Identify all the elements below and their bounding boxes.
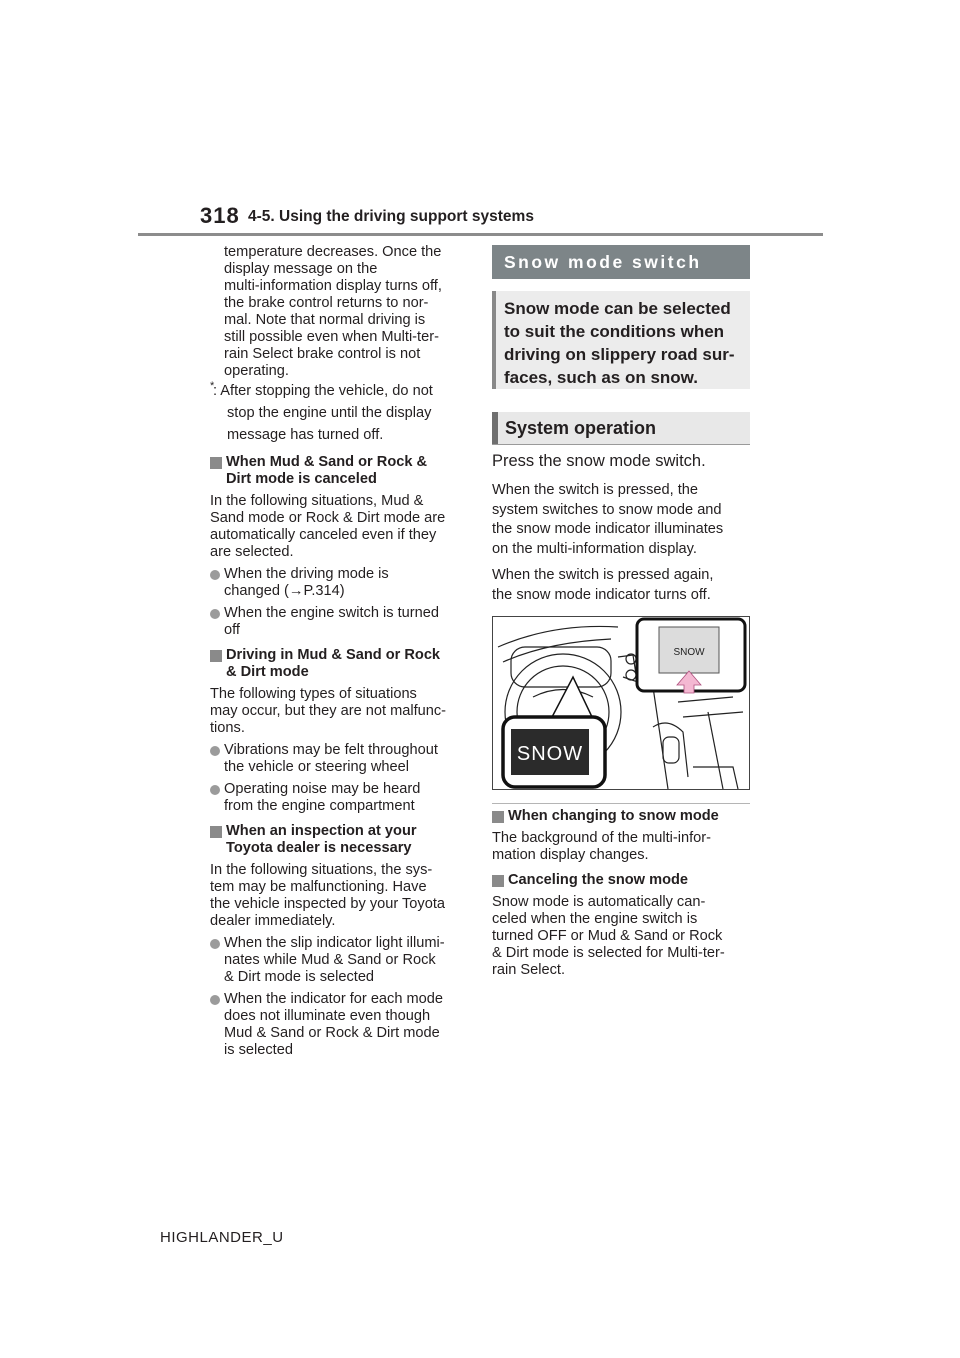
text-line: the vehicle or steering wheel	[224, 759, 409, 775]
text-line: & Dirt mode is selected for Multi-ter-	[492, 945, 725, 961]
subsection-bar-system-operation: System operation	[492, 412, 750, 444]
text-line: mal. Note that normal driving is	[224, 312, 426, 328]
text-line: Canceling the snow mode	[508, 872, 689, 888]
text-line: & Dirt mode is selected	[224, 969, 375, 985]
square-bullet-icon	[210, 457, 222, 469]
page-number: 318	[200, 203, 240, 228]
text-line: operating.	[224, 363, 289, 379]
text-line: celed when the engine switch is	[492, 911, 698, 927]
text-line: mation display changes.	[492, 847, 649, 863]
text-line: The following types of situations	[210, 686, 417, 702]
text-line: dealer immediately.	[210, 913, 336, 929]
text-line: When the engine switch is turned	[224, 605, 439, 621]
text-line: Toyota dealer is necessary	[226, 840, 412, 856]
section-heading	[210, 454, 472, 488]
section-body	[210, 493, 472, 561]
text-line: When Mud & Sand or Rock &	[226, 454, 428, 470]
text-line: Snow mode can be selected	[504, 299, 731, 318]
text-line: In the following situations, the sys-	[210, 862, 433, 878]
left-column	[210, 244, 472, 1059]
bullet-dot-icon	[210, 939, 220, 949]
section-title: 4-5. Using the driving support systems	[248, 208, 534, 225]
text-line: When the switch is pressed again,	[492, 567, 714, 583]
bullet-item	[210, 935, 472, 986]
square-bullet-icon	[492, 811, 504, 823]
text-line: stop the engine until the display	[227, 405, 432, 421]
footnote	[210, 380, 472, 446]
text-line: turned OFF or Mud & Sand or Rock	[492, 928, 723, 944]
step-text: Press the snow mode switch.	[492, 452, 706, 470]
text-line: from the engine compartment	[224, 798, 415, 814]
text-line: changed (→P.314)	[224, 583, 345, 599]
text-line: faces, such as on snow.	[504, 368, 698, 387]
text-line: : After stopping the vehicle, do not	[213, 383, 433, 399]
bullet-dot-icon	[210, 570, 220, 580]
text-line: message has turned off.	[227, 427, 384, 443]
section-body	[210, 686, 472, 737]
text-line: multi-information display turns off,	[224, 278, 442, 294]
footer-model: HIGHLANDER_U	[160, 1229, 284, 1246]
text-line: the vehicle inspected by your Toyota	[210, 896, 445, 912]
text-line: still possible even when Multi-ter-	[224, 329, 439, 345]
notes	[492, 808, 750, 979]
text-line: to suit the conditions when	[504, 322, 725, 341]
bullet-dot-icon	[210, 995, 220, 1005]
bullet-item	[210, 566, 472, 600]
bullet-dot-icon	[210, 746, 220, 756]
text-line: When the switch is pressed, the	[492, 482, 699, 498]
text-line: are selected.	[210, 544, 294, 560]
text-line: tem may be malfunctioning. Have	[210, 879, 427, 895]
header-rule	[138, 233, 823, 236]
text-line: Snow mode is automatically can-	[492, 894, 706, 910]
dashboard-drawing	[493, 617, 749, 789]
text-line: When the driving mode is	[224, 566, 389, 582]
text-line: Mud & Sand or Rock & Dirt mode	[224, 1025, 440, 1041]
text-line: system switches to snow mode and	[492, 501, 722, 518]
intro-box	[492, 291, 750, 389]
bullet-item	[210, 742, 472, 776]
section-heading	[210, 823, 472, 857]
text-line: The background of the multi-infor-	[492, 830, 712, 846]
small-snow-label: SNOW	[673, 647, 705, 658]
section-bar-snow-mode: Snow mode switch	[492, 245, 750, 279]
snow-switch-illustration	[492, 616, 750, 790]
text-line: temperature decreases. Once the	[224, 244, 442, 260]
text-line: In the following situations, Mud &	[210, 493, 424, 509]
operation-paragraph-1	[492, 481, 750, 559]
footnote-text	[213, 380, 433, 446]
text-line: rain Select.	[492, 962, 566, 978]
continued-paragraph	[210, 244, 472, 380]
text-line: Driving in Mud & Sand or Rock	[226, 647, 441, 663]
operation-paragraph-2	[492, 566, 750, 605]
text-line: & Dirt mode	[226, 664, 309, 680]
section-body	[210, 862, 472, 930]
figure-divider	[492, 803, 750, 804]
square-bullet-icon	[210, 650, 222, 662]
text-line: When changing to snow mode	[508, 808, 719, 824]
note-body	[492, 830, 750, 864]
note-heading	[492, 808, 750, 825]
text-line: may occur, but they are not malfunc-	[210, 703, 447, 719]
text-line: Sand mode or Rock & Dirt mode are	[210, 510, 446, 526]
text-line: on the multi-information display.	[492, 540, 697, 557]
footnote-mark: *	[210, 380, 215, 392]
note-heading	[492, 872, 750, 889]
text-line: the snow mode indicator turns off.	[492, 586, 711, 603]
text-line: driving on slippery road sur-	[504, 345, 735, 364]
text-line: When the indicator for each mode	[224, 991, 444, 1007]
text-line: is selected	[224, 1042, 293, 1058]
text-line: tions.	[210, 720, 245, 736]
text-line: When an inspection at your	[226, 823, 417, 839]
text-line: the brake control returns to nor-	[224, 295, 429, 311]
large-snow-label: SNOW	[516, 743, 584, 765]
bullet-dot-icon	[210, 609, 220, 619]
text-line: the snow mode indicator illuminates	[492, 521, 724, 537]
text-line: rain Select brake control is not	[224, 346, 421, 362]
text-line: automatically canceled even if they	[210, 527, 437, 543]
text-line: Dirt mode is canceled	[226, 471, 377, 487]
bullet-item	[210, 991, 472, 1059]
text-line: Operating noise may be heard	[224, 781, 421, 797]
text-line: When the slip indicator light illumi-	[224, 935, 445, 951]
bullet-item	[210, 781, 472, 815]
text-line: does not illuminate even though	[224, 1008, 431, 1024]
section-heading	[210, 647, 472, 681]
bullet-dot-icon	[210, 785, 220, 795]
text-line: display message on the	[224, 261, 378, 277]
text-line: Vibrations may be felt throughout	[224, 742, 438, 758]
text-line: off	[224, 622, 240, 638]
text-line: nates while Mud & Sand or Rock	[224, 952, 436, 968]
square-bullet-icon	[492, 875, 504, 887]
note-body	[492, 894, 750, 979]
square-bullet-icon	[210, 826, 222, 838]
divider	[492, 444, 750, 445]
bullet-item	[210, 605, 472, 639]
